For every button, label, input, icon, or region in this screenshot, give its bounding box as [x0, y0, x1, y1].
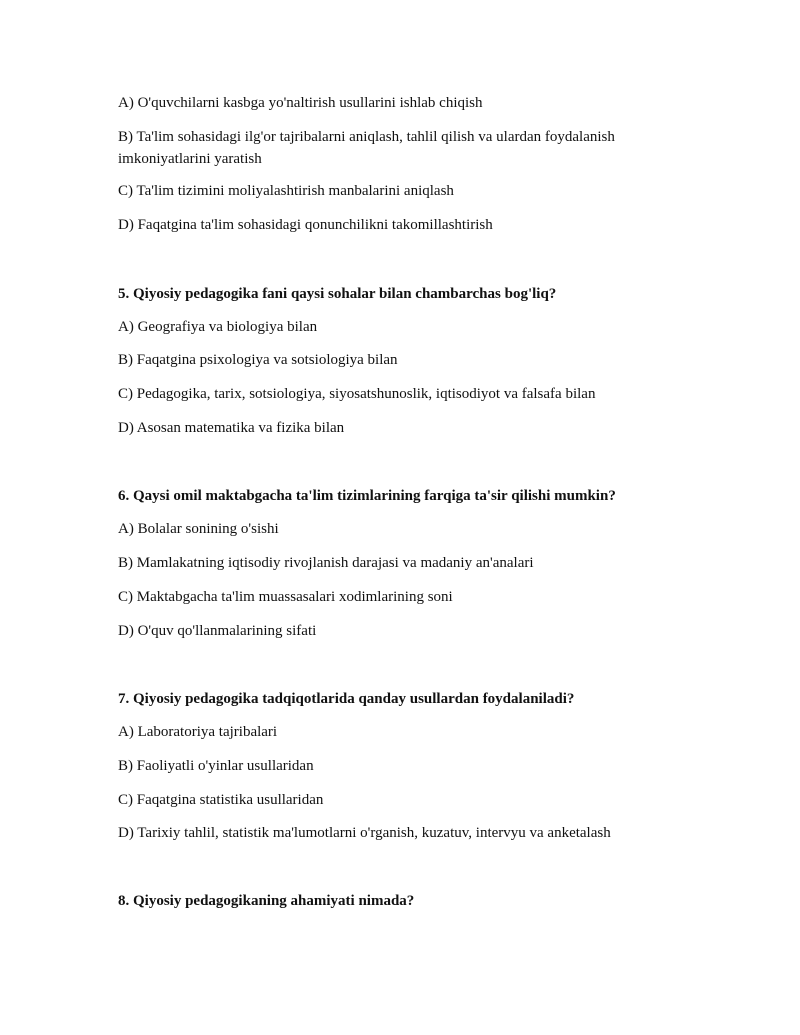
q6-option-d: D) O'quv qo'llanmalarining sifati [118, 623, 317, 639]
q7-option-c: C) Faqatgina statistika usullaridan [118, 792, 324, 808]
option-c: C) Ta'lim tizimini moliyalashtirish manbalarini aniqlash [118, 183, 454, 199]
q7-option-b: B) Faoliyatli o'yinlar usullaridan [118, 758, 314, 774]
q7-option-d: D) Tarixiy tahlil, statistik ma'lumotlarni o'rganish, kuzatuv, intervyu va anketalash [118, 825, 611, 841]
q5-option-a: A) Geografiya va biologiya bilan [118, 319, 318, 335]
question-6: 6. Qaysi omil maktabgacha ta'lim tizimlarining farqiga ta'sir qilishi mumkin? [118, 488, 616, 504]
q5-option-d: D) Asosan matematika va fizika bilan [118, 420, 345, 436]
option-b: B) Ta'lim sohasidagi ilg'or tajribalarni aniqlash, tahlil qilish va ulardan foydalanish imkoniyatlarini yaratish [118, 129, 615, 167]
question-5: 5. Qiyosiy pedagogika fani qaysi sohalar bilan chambarchas bog'liq? [118, 286, 557, 302]
option-a: A) O'quvchilarni kasbga yo'naltirish usullarini ishlab chiqish [118, 95, 483, 111]
q7-option-a: A) Laboratoriya tajribalari [118, 724, 278, 740]
q6-option-a: A) Bolalar sonining o'sishi [118, 521, 279, 537]
q5-option-b: B) Faqatgina psixologiya va sotsiologiya bilan [118, 352, 398, 368]
option-d: D) Faqatgina ta'lim sohasidagi qonunchilikni takomillashtirish [118, 217, 493, 233]
q5-option-c: C) Pedagogika, tarix, sotsiologiya, siyosatshunoslik, iqtisodiyot va falsafa bilan [118, 386, 596, 402]
question-8: 8. Qiyosiy pedagogikaning ahamiyati nimada? [118, 893, 415, 909]
q6-option-b: B) Mamlakatning iqtisodiy rivojlanish darajasi va madaniy an'analari [118, 555, 534, 571]
question-7: 7. Qiyosiy pedagogika tadqiqotlarida qanday usullardan foydalaniladi? [118, 691, 575, 707]
q6-option-c: C) Maktabgacha ta'lim muassasalari xodimlarining soni [118, 589, 453, 605]
